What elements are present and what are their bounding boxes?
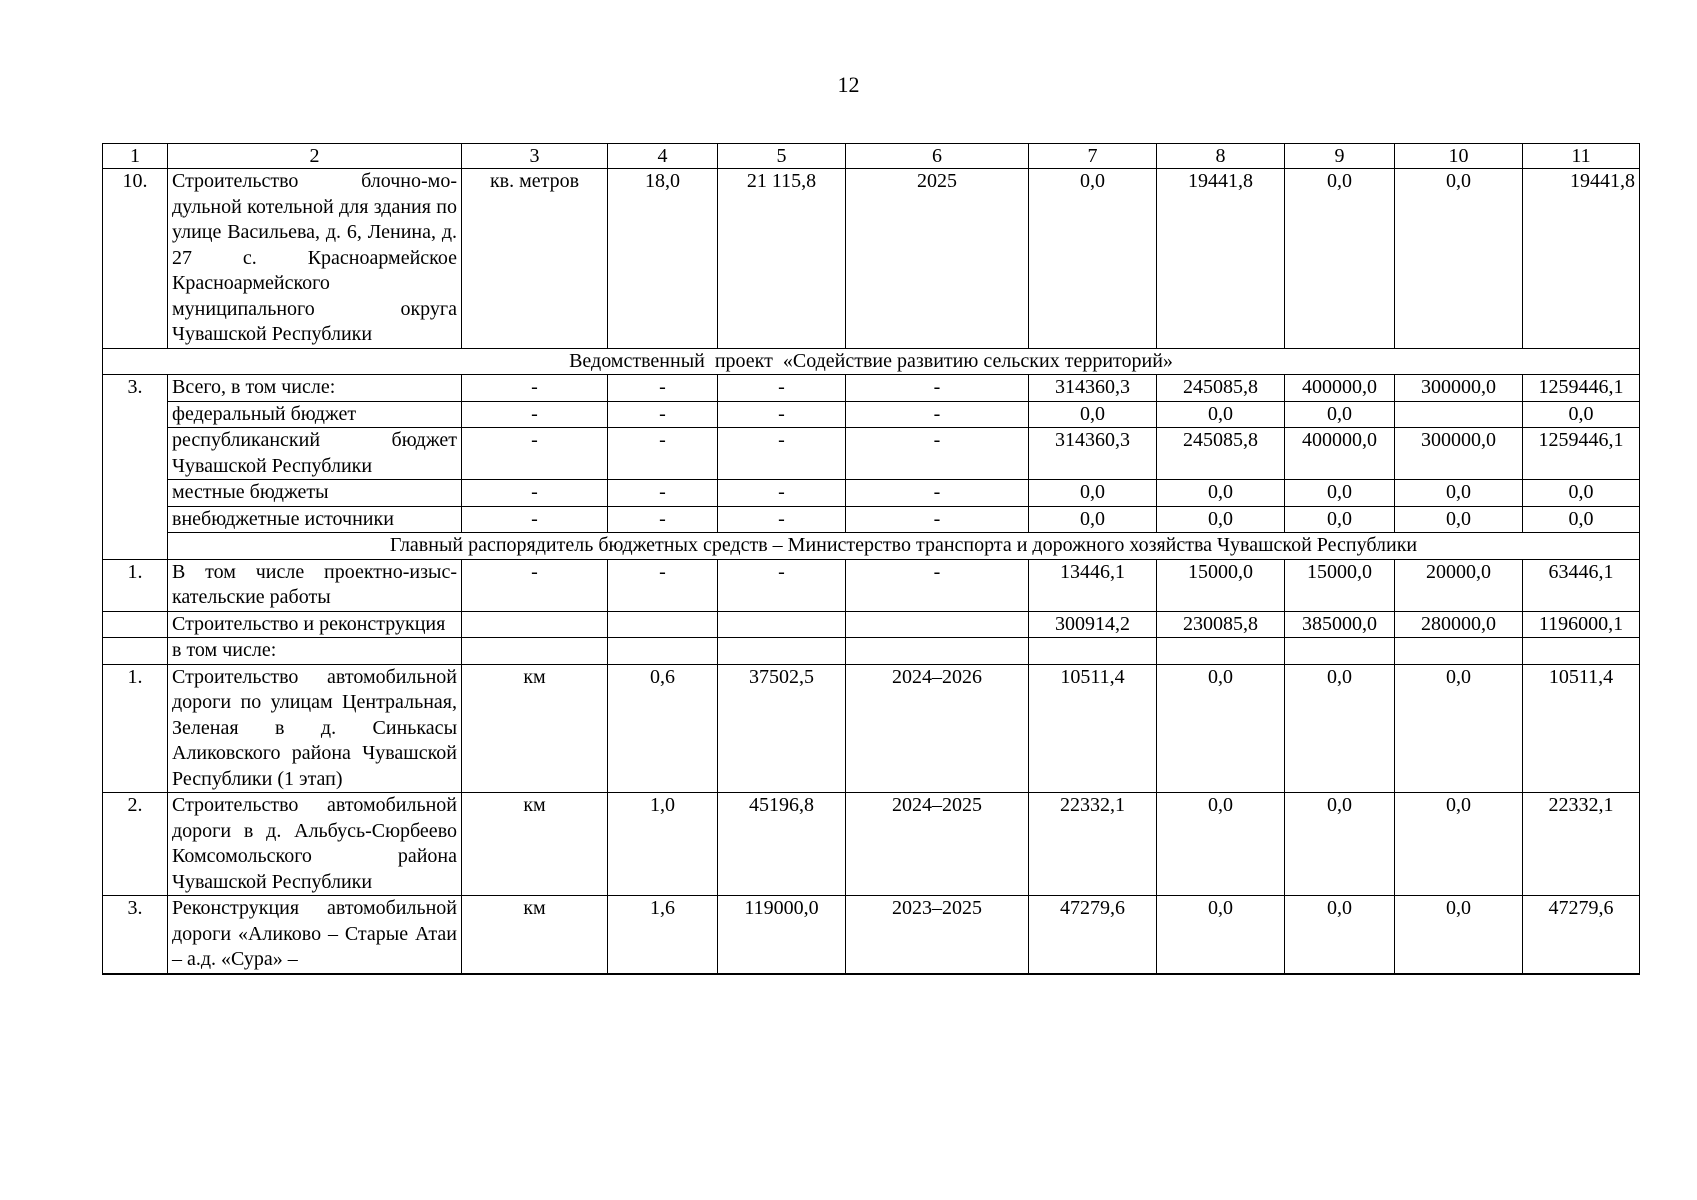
empty-cell bbox=[1395, 638, 1523, 665]
value-cell: 37502,5 bbox=[718, 664, 846, 793]
value-cell: 0,0 bbox=[1285, 480, 1395, 507]
value-cell: 0,0 bbox=[1157, 506, 1285, 533]
value-cell: 230085,8 bbox=[1157, 611, 1285, 638]
empty-cell bbox=[846, 611, 1029, 638]
value-cell: 280000,0 bbox=[1395, 611, 1523, 638]
value-cell: 10511,4 bbox=[1523, 664, 1640, 793]
value-cell: 245085,8 bbox=[1157, 428, 1285, 480]
value-cell: 1,0 bbox=[608, 793, 718, 896]
empty-cell bbox=[1285, 638, 1395, 665]
value-cell: 0,0 bbox=[1523, 506, 1640, 533]
value-cell: 0,0 bbox=[1395, 480, 1523, 507]
value-cell: 47279,6 bbox=[1029, 896, 1157, 974]
value-cell: 0,0 bbox=[1395, 664, 1523, 793]
empty-cell bbox=[103, 611, 168, 638]
value-cell: 0,0 bbox=[1523, 401, 1640, 428]
row-label: В том числе проектно-изыскательские работы bbox=[168, 559, 462, 611]
value-cell: - bbox=[846, 401, 1029, 428]
value-cell: 2023–2025 bbox=[846, 896, 1029, 974]
value-cell: - bbox=[462, 506, 608, 533]
empty-cell bbox=[718, 611, 846, 638]
value-cell: - bbox=[462, 480, 608, 507]
value-cell: 385000,0 bbox=[1285, 611, 1395, 638]
value-cell: 0,0 bbox=[1285, 664, 1395, 793]
table-row bbox=[103, 611, 1640, 638]
empty-cell bbox=[462, 638, 608, 665]
value-cell: 1259446,1 bbox=[1523, 428, 1640, 480]
table-row bbox=[103, 169, 1640, 349]
header-cell: 2 bbox=[168, 144, 462, 169]
value-cell: 300000,0 bbox=[1395, 428, 1523, 480]
value-cell: 0,0 bbox=[1395, 169, 1523, 349]
value-cell: 20000,0 bbox=[1395, 559, 1523, 611]
row-label: республиканский бюджет Чувашской Республики bbox=[168, 428, 462, 480]
value-cell: 314360,3 bbox=[1029, 375, 1157, 402]
value-cell bbox=[1395, 401, 1523, 428]
table-row bbox=[103, 428, 1640, 480]
value-cell: 0,6 bbox=[608, 664, 718, 793]
header-cell: 4 bbox=[608, 144, 718, 169]
row-label: Всего, в том числе: bbox=[168, 375, 462, 402]
value-cell: - bbox=[608, 375, 718, 402]
value-cell: - bbox=[846, 480, 1029, 507]
row-number: 2. bbox=[103, 793, 168, 896]
table-row bbox=[103, 559, 1640, 611]
value-cell: 47279,6 bbox=[1523, 896, 1640, 974]
value-cell: 0,0 bbox=[1029, 506, 1157, 533]
table-row bbox=[103, 664, 1640, 793]
value-cell: 1196000,1 bbox=[1523, 611, 1640, 638]
value-cell: 0,0 bbox=[1157, 896, 1285, 974]
value-cell: 119000,0 bbox=[718, 896, 846, 974]
row-number: 10. bbox=[103, 169, 168, 349]
value-cell: 0,0 bbox=[1029, 169, 1157, 349]
section-heading-row bbox=[103, 533, 1640, 560]
row-label: внебюджетные источники bbox=[168, 506, 462, 533]
project-name: Строительство автомобильной дороги в д. Альбусь-Сюрбеево Комсомольского района Чувашской Республики bbox=[168, 793, 462, 896]
value-cell: - bbox=[718, 375, 846, 402]
header-cell: 5 bbox=[718, 144, 846, 169]
value-cell: 400000,0 bbox=[1285, 428, 1395, 480]
empty-cell bbox=[1157, 638, 1285, 665]
table-row bbox=[103, 480, 1640, 507]
section-title: Главный распорядитель бюджетных средств – Министерство транспорта и дорожного хозяйства Чувашской Республики bbox=[168, 533, 1640, 560]
unit-cell: кв. метров bbox=[462, 169, 608, 349]
value-cell: 0,0 bbox=[1285, 169, 1395, 349]
value-cell: 63446,1 bbox=[1523, 559, 1640, 611]
value-cell: 0,0 bbox=[1285, 506, 1395, 533]
value-cell: 245085,8 bbox=[1157, 375, 1285, 402]
project-name: Строительство автомобильной дороги по улицам Центральная, Зеленая в д. Синькасы Аликовского района Чувашской Республики (1 этап) bbox=[168, 664, 462, 793]
header-cell: 8 bbox=[1157, 144, 1285, 169]
value-cell: - bbox=[608, 428, 718, 480]
value-cell: 21 115,8 bbox=[718, 169, 846, 349]
value-cell: 19441,8 bbox=[1157, 169, 1285, 349]
empty-cell bbox=[846, 638, 1029, 665]
value-cell: - bbox=[718, 428, 846, 480]
value-cell: 1259446,1 bbox=[1523, 375, 1640, 402]
project-name: Строительство блочно-модульной котельной для здания по улице Васильева, д. 6, Ленина, д. 27 с. Красноармейское Красноармейского муниципального округа Чувашской Республики bbox=[168, 169, 462, 349]
value-cell: 15000,0 bbox=[1157, 559, 1285, 611]
value-cell: 15000,0 bbox=[1285, 559, 1395, 611]
column-number-row bbox=[103, 144, 1640, 169]
value-cell: 0,0 bbox=[1157, 664, 1285, 793]
table-row bbox=[103, 506, 1640, 533]
header-cell: 9 bbox=[1285, 144, 1395, 169]
value-cell: - bbox=[718, 506, 846, 533]
value-cell: - bbox=[462, 559, 608, 611]
value-cell: - bbox=[846, 559, 1029, 611]
value-cell: 0,0 bbox=[1285, 793, 1395, 896]
table-row bbox=[103, 793, 1640, 896]
value-cell: 19441,8 bbox=[1523, 169, 1640, 349]
empty-cell bbox=[1523, 638, 1640, 665]
value-cell: 0,0 bbox=[1029, 401, 1157, 428]
value-cell: - bbox=[608, 480, 718, 507]
value-cell: 45196,8 bbox=[718, 793, 846, 896]
value-cell: 2025 bbox=[846, 169, 1029, 349]
budget-table bbox=[102, 143, 1640, 975]
value-cell: 13446,1 bbox=[1029, 559, 1157, 611]
unit-cell: км bbox=[462, 896, 608, 974]
header-cell: 6 bbox=[846, 144, 1029, 169]
row-label: Строительство и реконструкция bbox=[168, 611, 462, 638]
header-cell: 10 bbox=[1395, 144, 1523, 169]
value-cell: 22332,1 bbox=[1029, 793, 1157, 896]
value-cell: - bbox=[718, 401, 846, 428]
value-cell: - bbox=[846, 506, 1029, 533]
header-cell: 11 bbox=[1523, 144, 1640, 169]
value-cell: 0,0 bbox=[1029, 480, 1157, 507]
row-number: 3. bbox=[103, 896, 168, 974]
empty-cell bbox=[608, 611, 718, 638]
value-cell: 0,0 bbox=[1395, 793, 1523, 896]
value-cell: 0,0 bbox=[1523, 480, 1640, 507]
value-cell: - bbox=[462, 428, 608, 480]
row-label: местные бюджеты bbox=[168, 480, 462, 507]
value-cell: 0,0 bbox=[1285, 896, 1395, 974]
header-cell: 7 bbox=[1029, 144, 1157, 169]
value-cell: 22332,1 bbox=[1523, 793, 1640, 896]
value-cell: 400000,0 bbox=[1285, 375, 1395, 402]
value-cell: - bbox=[462, 401, 608, 428]
table-row bbox=[103, 375, 1640, 402]
value-cell: 300914,2 bbox=[1029, 611, 1157, 638]
table-row bbox=[103, 896, 1640, 974]
value-cell: 18,0 bbox=[608, 169, 718, 349]
value-cell: 2024–2026 bbox=[846, 664, 1029, 793]
value-cell: - bbox=[608, 559, 718, 611]
table-row bbox=[103, 638, 1640, 665]
value-cell: - bbox=[608, 401, 718, 428]
row-number: 3. bbox=[103, 375, 168, 560]
section-heading-row bbox=[103, 348, 1640, 375]
value-cell: 0,0 bbox=[1157, 793, 1285, 896]
value-cell: 0,0 bbox=[1285, 401, 1395, 428]
table-row bbox=[103, 401, 1640, 428]
row-number: 1. bbox=[103, 664, 168, 793]
value-cell: 0,0 bbox=[1395, 506, 1523, 533]
header-cell: 3 bbox=[462, 144, 608, 169]
value-cell: 0,0 bbox=[1157, 401, 1285, 428]
empty-cell bbox=[1029, 638, 1157, 665]
page-number: 12 bbox=[837, 72, 860, 97]
value-cell: - bbox=[846, 375, 1029, 402]
row-label: в том числе: bbox=[168, 638, 462, 665]
value-cell: 300000,0 bbox=[1395, 375, 1523, 402]
section-title: Ведомственный проект «Содействие развитию сельских территорий» bbox=[103, 348, 1640, 375]
value-cell: 0,0 bbox=[1395, 896, 1523, 974]
value-cell: - bbox=[846, 428, 1029, 480]
row-number: 1. bbox=[103, 559, 168, 611]
value-cell: - bbox=[718, 480, 846, 507]
unit-cell: км bbox=[462, 664, 608, 793]
value-cell: 10511,4 bbox=[1029, 664, 1157, 793]
empty-cell bbox=[608, 638, 718, 665]
empty-cell bbox=[103, 638, 168, 665]
value-cell: 2024–2025 bbox=[846, 793, 1029, 896]
empty-cell bbox=[718, 638, 846, 665]
unit-cell: км bbox=[462, 793, 608, 896]
value-cell: - bbox=[608, 506, 718, 533]
value-cell: 0,0 bbox=[1157, 480, 1285, 507]
value-cell: - bbox=[718, 559, 846, 611]
value-cell: - bbox=[462, 375, 608, 402]
row-label: федеральный бюджет bbox=[168, 401, 462, 428]
empty-cell bbox=[462, 611, 608, 638]
header-cell: 1 bbox=[103, 144, 168, 169]
value-cell: 314360,3 bbox=[1029, 428, 1157, 480]
project-name: Реконструкция автомобильной дороги «Аликово – Старые Атаи – а.д. «Сура» – bbox=[168, 896, 462, 974]
value-cell: 1,6 bbox=[608, 896, 718, 974]
